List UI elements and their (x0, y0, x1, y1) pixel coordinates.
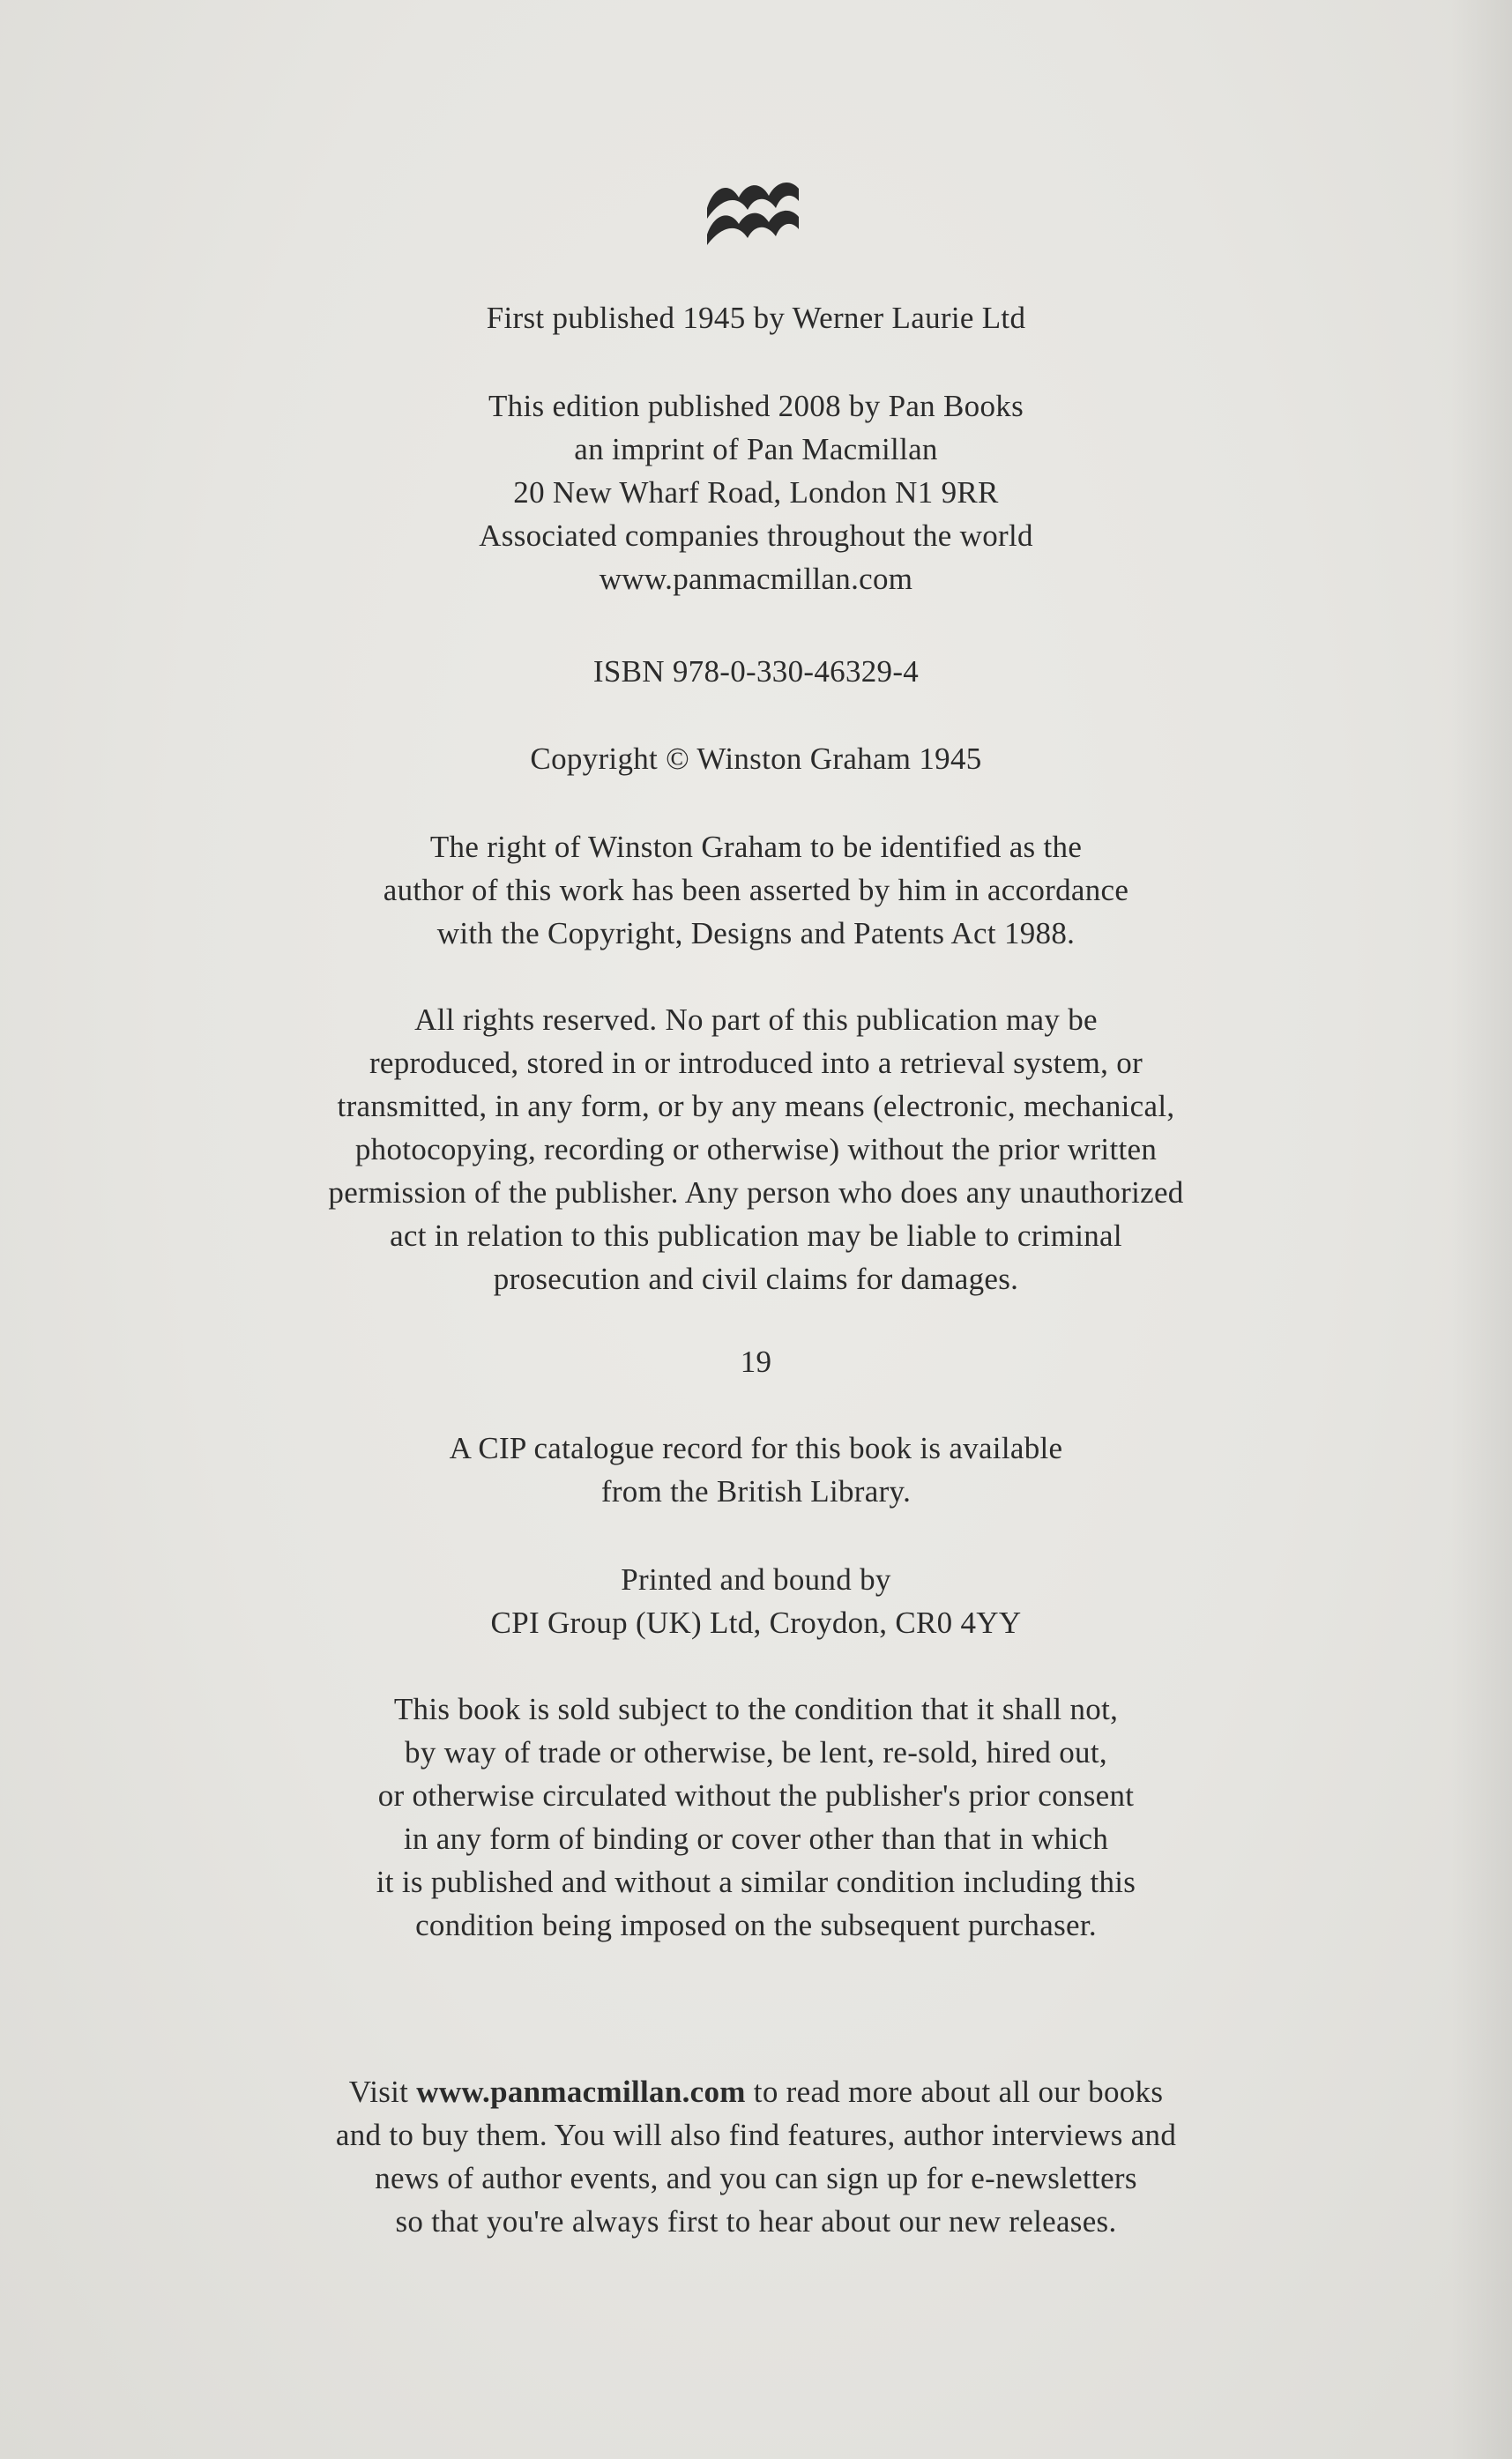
moral-rights-line: with the Copyright, Designs and Patents Act 1988. (436, 916, 1076, 950)
printer-line: CPI Group (UK) Ltd, Croydon, CR0 4YY (490, 1606, 1022, 1640)
condition-line: by way of trade or otherwise, be lent, re-sold, hired out, (405, 1735, 1107, 1770)
printing-number: 19 (740, 1345, 772, 1379)
edition-line: an imprint of Pan Macmillan (574, 432, 938, 466)
moral-rights-block (0, 825, 1512, 955)
rights-line: transmitted, in any form, or by any means (electronic, mechanical, (337, 1089, 1175, 1123)
copyright-block (0, 737, 1512, 780)
condition-line: or otherwise circulated without the publisher's prior consent (377, 1778, 1135, 1813)
isbn: ISBN 978-0-330-46329-4 (592, 654, 920, 689)
cip-line: from the British Library. (600, 1474, 912, 1509)
first-published-line: First published 1945 by Werner Laurie Ltd (486, 301, 1026, 335)
visit-url-link[interactable]: www.panmacmillan.com (416, 2075, 746, 2109)
rights-line: reproduced, stored in or introduced into a retrieval system, or (369, 1046, 1143, 1080)
visit-prefix: Visit (348, 2075, 417, 2109)
condition-line: This book is sold subject to the condition that it shall not, (393, 1692, 1119, 1726)
rights-line: photocopying, recording or otherwise) without the prior written (354, 1132, 1158, 1166)
visit-line: and to buy them. You will also find features, author interviews and (335, 2118, 1177, 2152)
edition-block (0, 384, 1512, 600)
rights-reserved-block (0, 998, 1512, 1300)
copyright-notice: Copyright © Winston Graham 1945 (530, 741, 982, 776)
visit-line: so that you're always first to hear about our new releases. (395, 2204, 1117, 2239)
rights-line: All rights reserved. No part of this publication may be (414, 1002, 1098, 1037)
edition-website: www.panmacmillan.com (599, 562, 913, 596)
condition-block (0, 1688, 1512, 1947)
condition-line: condition being imposed on the subsequent purchaser. (415, 1908, 1097, 1942)
edition-line: 20 New Wharf Road, London N1 9RR (513, 475, 999, 510)
rights-line: act in relation to this publication may be liable to criminal (390, 1218, 1122, 1253)
visit-suffix: to read more about all our books (745, 2075, 1164, 2109)
isbn-block (0, 650, 1512, 693)
cip-line: A CIP catalogue record for this book is available (449, 1431, 1063, 1465)
macmillan-logo-icon (705, 166, 802, 245)
first-published (0, 296, 1512, 339)
moral-rights-line: author of this work has been asserted by him in accordance (383, 873, 1129, 907)
edition-line: This edition published 2008 by Pan Books (488, 389, 1024, 423)
rights-line: permission of the publisher. Any person who does any unauthorized (328, 1175, 1184, 1210)
condition-line: in any form of binding or cover other than that in which (403, 1822, 1109, 1856)
printer-line: Printed and bound by (621, 1562, 891, 1597)
rights-line: prosecution and civil claims for damages. (493, 1262, 1019, 1296)
edition-line: Associated companies throughout the world (479, 518, 1033, 553)
visit-line: news of author events, and you can sign up for e-newsletters (375, 2161, 1137, 2195)
printer-block (0, 1558, 1512, 1644)
moral-rights-line: The right of Winston Graham to be identified as the (429, 830, 1083, 864)
printing-number-block (0, 1340, 1512, 1383)
condition-line: it is published and without a similar condition including this (376, 1865, 1136, 1899)
visit-block (0, 2070, 1512, 2243)
visit-first-line (0, 2070, 1512, 2113)
cip-block (0, 1427, 1512, 1513)
